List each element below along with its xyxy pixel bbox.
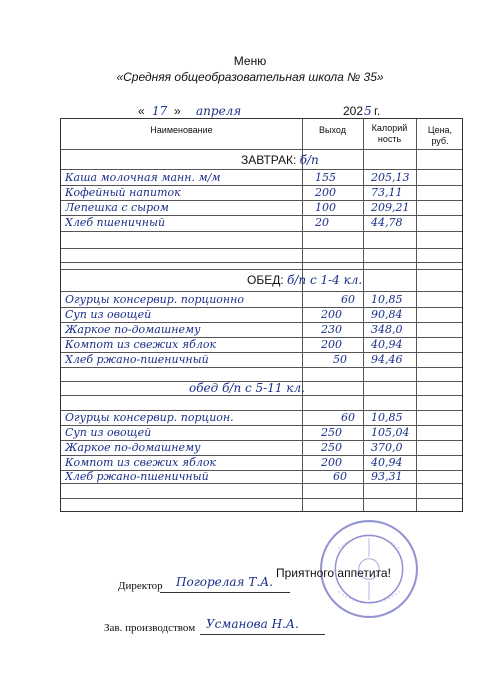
row-line (61, 483, 462, 484)
row-line (61, 395, 462, 396)
lunch1-note: б/п с 1-4 кл. (287, 273, 363, 287)
table-cell-cal: 105,04 (371, 426, 410, 439)
director-signature-line (160, 592, 290, 593)
table-cell-yield: 60 (341, 411, 355, 424)
table-row: Хлеб ржано-пшеничный (65, 353, 209, 366)
table-row: Суп из овощей (65, 308, 152, 321)
table-cell-yield: 250 (321, 426, 342, 439)
table-row: Жаркое по-домашнему (65, 441, 201, 454)
date-close-quote: » (174, 104, 181, 118)
menu-table (60, 118, 463, 512)
table-cell-cal: 90,84 (371, 308, 403, 321)
header-price (416, 125, 464, 147)
table-cell-cal: 40,94 (371, 456, 403, 469)
table-cell-cal: 348,0 (371, 323, 403, 336)
table-cell-yield: 60 (333, 470, 347, 483)
table-cell-cal: 94,46 (371, 353, 403, 366)
table-cell-yield: 20 (315, 216, 329, 229)
table-cell-cal: 73,11 (371, 186, 403, 199)
school-title: «Средняя общеобразовательная школа № 35» (116, 70, 384, 84)
date-month: апреля (196, 104, 242, 118)
row-line (61, 248, 462, 249)
row-line (61, 262, 462, 263)
header-price-line2: руб. (431, 136, 449, 146)
row-line (61, 498, 462, 499)
table-cell-cal: 205,13 (371, 171, 410, 184)
table-cell-yield: 100 (315, 201, 336, 214)
date-year-digit: 5 (364, 104, 372, 118)
table-cell-yield: 200 (315, 186, 336, 199)
row-line (61, 231, 462, 232)
date-open-quote: « (138, 104, 145, 118)
table-cell-yield: 250 (321, 441, 342, 454)
col-divider (416, 119, 417, 511)
table-row: Компот из свежих яблок (65, 456, 217, 469)
table-cell-yield: 200 (321, 338, 342, 351)
date-day: 17 (152, 104, 168, 118)
header-price-line1: Цена, (427, 125, 453, 135)
col-divider (363, 119, 364, 511)
table-cell-cal: 370,0 (371, 441, 403, 454)
table-cell-cal: 40,94 (371, 338, 403, 351)
production-signature-line (200, 634, 325, 635)
table-cell-yield: 200 (321, 308, 342, 321)
table-cell-cal: 93,31 (371, 470, 403, 483)
breakfast-title (241, 153, 319, 167)
table-row: Жаркое по-домашнему (65, 323, 201, 336)
lunch2-title: обед б/п с 5-11 кл. (189, 381, 305, 395)
production-name: Усманова Н.А. (206, 617, 299, 631)
table-row: Кофейный напиток (65, 186, 181, 199)
production-label: Зав. производством (104, 622, 196, 634)
header-yield: Выход (319, 125, 346, 135)
table-cell-cal: 209,21 (371, 201, 410, 214)
breakfast-note: б/п (299, 153, 319, 167)
row-line (61, 169, 462, 170)
table-cell-yield: 50 (333, 353, 347, 366)
director-label: Директор (118, 580, 163, 592)
header-calories-line1: Калорий (371, 123, 408, 133)
breakfast-title-text: ЗАВТРАК: (241, 153, 297, 167)
header-calories-line2: ность (377, 134, 402, 144)
director-name: Погорелая Т.А. (176, 575, 274, 589)
table-row: Каша молочная манн. м/м (65, 171, 221, 184)
table-row: Суп из овощей (65, 426, 152, 439)
table-cell-yield: 155 (315, 171, 336, 184)
table-cell-cal: 10,85 (371, 293, 403, 306)
table-cell-yield: 230 (321, 323, 342, 336)
table-row: Лепешка с сыром (65, 201, 169, 214)
menu-title: Меню (233, 54, 267, 68)
date-year-suffix: г. (374, 104, 381, 118)
row-line (61, 291, 462, 292)
table-cell-cal: 44,78 (371, 216, 403, 229)
col-divider (302, 119, 303, 511)
header-name: Наименование (150, 125, 213, 135)
table-row: Компот из свежих яблок (65, 338, 217, 351)
header-calories (363, 123, 416, 145)
appetite-text: Приятного аппетита! (276, 566, 391, 580)
table-row: Хлеб ржано-пшеничный (65, 470, 209, 483)
row-line (61, 269, 462, 270)
row-line (61, 149, 462, 150)
table-cell-yield: 200 (321, 456, 342, 469)
table-row: Огурцы консервир. порцион. (65, 411, 234, 424)
date-year-prefix: 202 (343, 104, 364, 118)
table-row: Огурцы консервир. порционно (65, 293, 245, 306)
table-cell-cal: 10,85 (371, 411, 403, 424)
table-cell-yield: 60 (341, 293, 355, 306)
table-row: Хлеб пшеничный (65, 216, 166, 229)
lunch1-title (247, 273, 362, 287)
lunch1-title-text: ОБЕД: (247, 273, 284, 287)
row-line (61, 367, 462, 368)
